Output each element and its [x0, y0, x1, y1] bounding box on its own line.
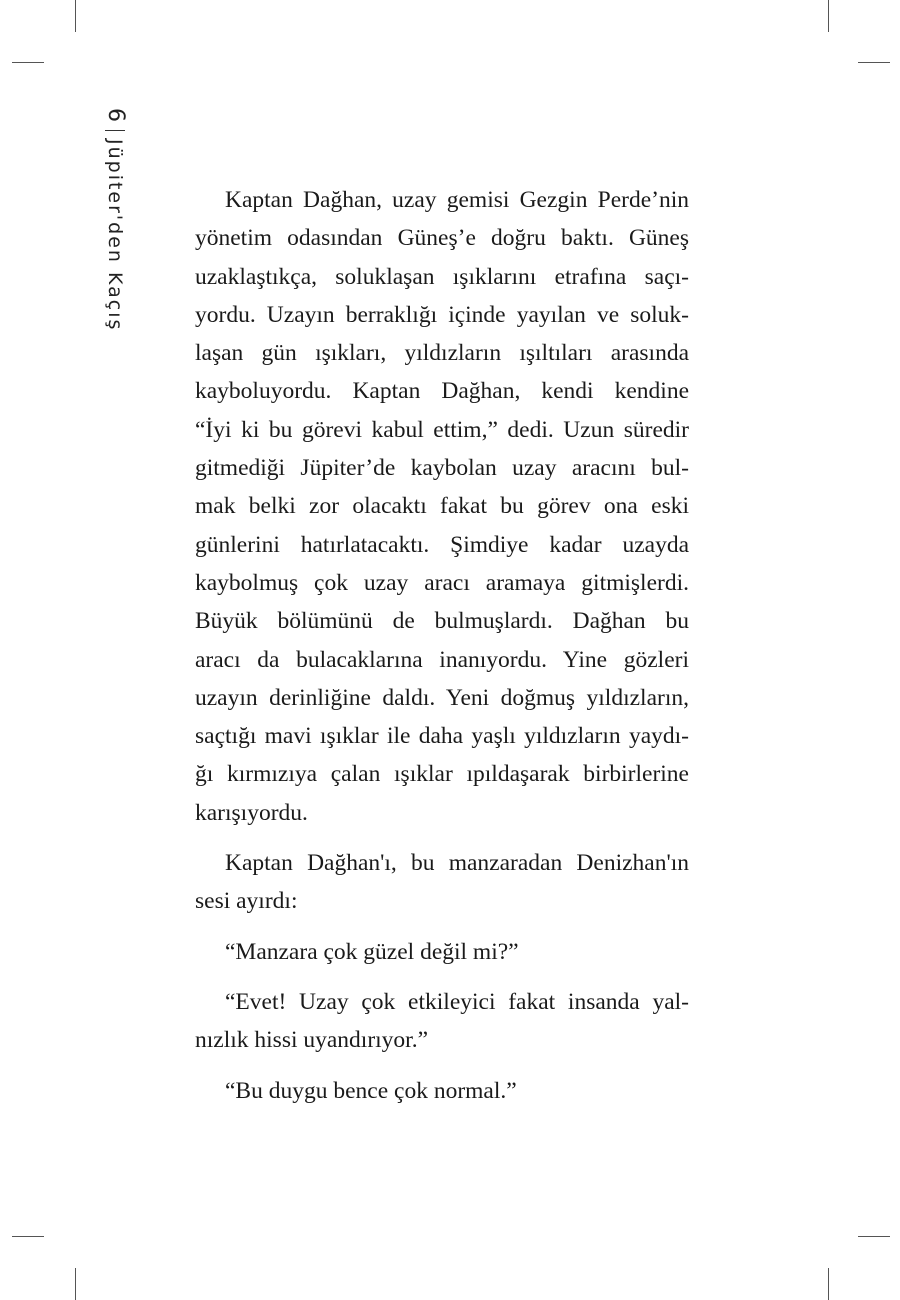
body-text: [195, 181, 689, 1122]
text-line: uzaklaştıkça, soluklaşan ışıklarını etrafına saçı-: [195, 263, 689, 290]
text-line: Kaptan Dağhan'ı, bu manzaradan Denizhan'ın: [225, 850, 689, 877]
text-line: ğı kırmızıya çalan ışıklar ıpıldaşarak birbirlerine: [195, 761, 689, 788]
text-line: günlerini hatırlatacaktı. Şimdiye kadar uzayda: [195, 531, 689, 558]
crop-mark-top-right-horizontal: [858, 62, 890, 63]
paragraph-3: [195, 933, 689, 971]
crop-mark-top-left-vertical: [75, 0, 76, 32]
text-line: sesi ayırdı:: [195, 888, 298, 915]
text-line: laşan gün ışıkları, yıldızların ışıltıları arasında: [195, 340, 689, 367]
page-number: 6: [103, 108, 128, 122]
text-line: saçtığı mavi ışıklar ile daha yaşlı yıldızların yaydı-: [195, 723, 689, 750]
text-line: mak belki zor olacaktı fakat bu görev ona eski: [195, 493, 689, 520]
text-line: karışıyordu.: [195, 799, 308, 826]
text-line: “Evet! Uzay çok etkileyici fakat insanda yal-: [225, 988, 689, 1015]
text-line: “Bu duygu bence çok normal.”: [225, 1077, 517, 1104]
text-line: uzayın derinliğine daldı. Yeni doğmuş yıldızların,: [195, 684, 689, 711]
crop-mark-bottom-left-vertical: [75, 1268, 76, 1300]
crop-mark-top-left-horizontal: [12, 62, 44, 63]
text-line: yordu. Uzayın berraklığı içinde yayılan ve soluk-: [195, 301, 689, 328]
running-head: [103, 108, 128, 331]
text-line: kaybolmuş çok uzay aracı aramaya gitmişlerdi.: [195, 569, 689, 596]
crop-mark-top-right-vertical: [828, 0, 829, 32]
text-line: Büyük bölümünü de bulmuşlardı. Dağhan bu: [195, 608, 689, 635]
paragraph-5: [195, 1072, 689, 1110]
paragraph-4: [195, 983, 689, 1060]
text-line: “Manzara çok güzel değil mi?”: [225, 938, 519, 965]
text-line: nızlık hissi uyandırıyor.”: [195, 1027, 429, 1054]
crop-mark-bottom-right-vertical: [828, 1268, 829, 1300]
text-line: kayboluyordu. Kaptan Dağhan, kendi kendine: [195, 378, 689, 405]
crop-mark-bottom-right-horizontal: [858, 1236, 890, 1237]
paragraph-2: [195, 844, 689, 921]
text-line: “İyi ki bu görevi kabul ettim,” dedi. Uzun süredir: [195, 416, 689, 443]
book-title: Jüpiter'den Kaçış: [104, 139, 127, 332]
text-line: aracı da bulacaklarına inanıyordu. Yine gözleri: [195, 646, 689, 673]
paragraph-1: [195, 181, 689, 832]
text-line: gitmediği Jüpiter’de kaybolan uzay aracını bul-: [195, 455, 689, 482]
text-line: Kaptan Dağhan, uzay gemisi Gezgin Perde’nin: [225, 187, 689, 213]
running-head-divider: [106, 130, 126, 131]
text-line: yönetim odasından Güneş’e doğru baktı. Güneş: [195, 225, 689, 252]
crop-mark-bottom-left-horizontal: [12, 1236, 44, 1237]
